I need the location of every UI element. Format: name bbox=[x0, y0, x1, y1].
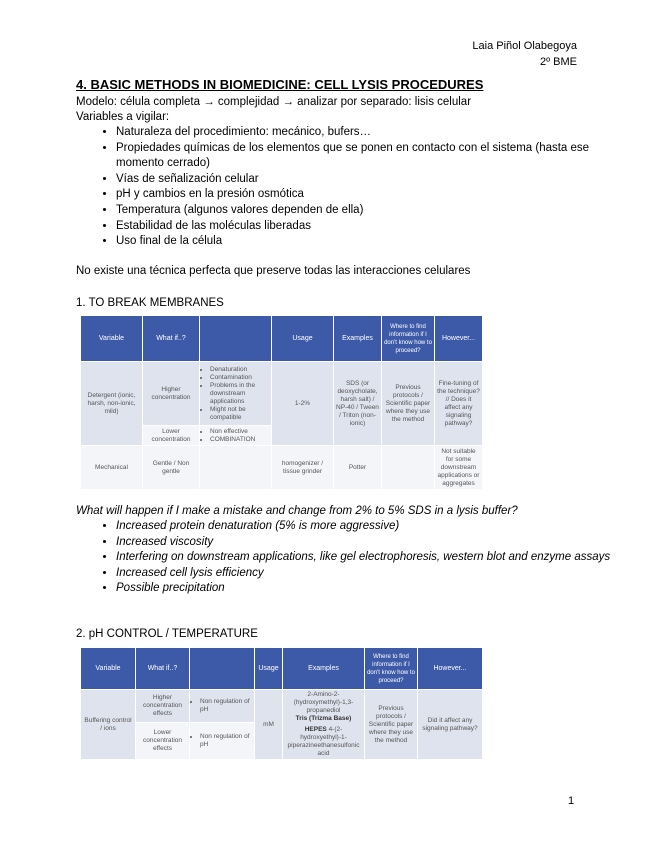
table-cell: Buffering control / ions bbox=[81, 690, 136, 760]
table-row bbox=[81, 690, 483, 723]
table-cell: Higher concentration bbox=[143, 362, 200, 426]
header-cell bbox=[190, 648, 255, 690]
header-cell: However... bbox=[435, 316, 483, 362]
header-cell: Where to find information if I don't know how to proceed? bbox=[365, 648, 418, 690]
example-hepes bbox=[285, 726, 362, 758]
section1-heading: 1. TO BREAK MEMBRANES bbox=[76, 297, 224, 309]
table-cell: Mechanical bbox=[81, 446, 143, 490]
list-item: • Increased viscosity bbox=[116, 535, 636, 551]
list-item: • Interfering on downstream applications, like gel electrophoresis, western blot and enzyme assays bbox=[116, 550, 636, 566]
header-cell: Examples bbox=[283, 648, 365, 690]
table-cell bbox=[190, 690, 255, 723]
example-tris: Tris (Trizma Base) bbox=[295, 715, 352, 722]
intro-note: No existe una técnica perfecta que preserve todas las interacciones celulares bbox=[76, 265, 471, 277]
table-row bbox=[81, 446, 483, 490]
course-label: 2º BME bbox=[539, 56, 577, 68]
table-cell: 1-2% bbox=[272, 362, 334, 446]
table-cell: Previous protocols / Scientific paper where they use the method bbox=[365, 690, 418, 760]
list-item: • Temperatura (algunos valores dependen de ella) bbox=[116, 203, 636, 219]
header-cell bbox=[200, 316, 272, 362]
table-cell: Potter bbox=[334, 446, 382, 490]
table-cell: Detergent (ionic, harsh, non-ionic, mild) bbox=[81, 362, 143, 446]
table-row bbox=[81, 362, 483, 426]
table-cell: Gentle / Non gentle bbox=[143, 446, 200, 490]
table-cell: SDS (or deoxycholate, harsh salt) / NP-40 / Tween / Triton (non-ionic) bbox=[334, 362, 382, 446]
list-item: • Increased protein denaturation (5% is more aggressive) bbox=[116, 519, 636, 535]
list-item: • Estabilidad de las moléculas liberadas bbox=[116, 219, 636, 235]
table-cell: Higher concentration effects bbox=[136, 690, 190, 723]
list-item: • Uso final de la célula bbox=[116, 234, 636, 250]
header-cell: What if..? bbox=[136, 648, 190, 690]
list-item: • Non regulation of pH bbox=[200, 733, 252, 749]
list-item: • Problems in the downstream applications bbox=[210, 382, 269, 406]
list-item: • Might not be compatible bbox=[210, 406, 269, 422]
list-item: • Naturaleza del procedimiento: mecánico, bufers… bbox=[116, 125, 636, 141]
table-cell bbox=[190, 723, 255, 760]
table-cell bbox=[382, 446, 435, 490]
header-cell: Examples bbox=[334, 316, 382, 362]
membranes-table bbox=[80, 315, 483, 490]
variables-list bbox=[76, 125, 636, 250]
table-cell: Previous protocols / Scientific paper where they use the method bbox=[382, 362, 435, 446]
table-cell: Not suitable for some downstream applications or aggregates bbox=[435, 446, 483, 490]
list-item: • Possible precipitation bbox=[116, 581, 636, 597]
header-cell: Usage bbox=[255, 648, 283, 690]
list-item: • Vías de señalización celular bbox=[116, 172, 636, 188]
table-cell bbox=[283, 690, 365, 760]
sds-question: What will happen if I make a mistake and change from 2% to 5% SDS in a lysis buffer? bbox=[76, 505, 518, 517]
list-item: • Denaturation bbox=[210, 366, 269, 374]
page-number: 1 bbox=[568, 795, 575, 807]
table-header-row bbox=[81, 648, 483, 690]
table-cell: Did it affect any signaling pathway? bbox=[418, 690, 483, 760]
intro-modelo: Modelo: célula completa → complejidad → analizar por separado: lisis celular bbox=[76, 96, 472, 108]
table-cell: Lower concentration effects bbox=[136, 723, 190, 760]
table-cell: mM bbox=[255, 690, 283, 760]
example-tris-name: 2-Amino-2-(hydroxymethyl)-1,3-propanediol bbox=[293, 691, 354, 714]
list-item: • Increased cell lysis efficiency bbox=[116, 566, 636, 582]
table-cell bbox=[200, 446, 272, 490]
header-cell: What if..? bbox=[143, 316, 200, 362]
author-name: Laia Piñol Olabegoya bbox=[472, 40, 577, 52]
list-item: • Non effective bbox=[210, 428, 269, 436]
table-cell: Fine-tuning of the technique? // Does it affect any signaling pathway? bbox=[435, 362, 483, 446]
list-item: • Propiedades químicas de los elementos que se ponen en contacto con el sistema (hasta ese momento cerrado) bbox=[116, 141, 636, 172]
header-cell: Where to find information if I don't know how to proceed? bbox=[382, 316, 435, 362]
section2-heading: 2. pH CONTROL / TEMPERATURE bbox=[76, 628, 258, 640]
example-hepes-name: 4-(2-hydroxyethyl)-1-piperazineethanesulfonic acid bbox=[287, 726, 360, 757]
list-item: • Non regulation of pH bbox=[200, 698, 252, 714]
table-cell: Lower concentration bbox=[143, 426, 200, 446]
page-header bbox=[472, 38, 577, 70]
header-cell: However... bbox=[418, 648, 483, 690]
header-cell: Variable bbox=[81, 316, 143, 362]
list-item: • COMBINATION bbox=[210, 436, 269, 444]
example-hepes-label: HEPES bbox=[304, 726, 327, 733]
header-cell: Variable bbox=[81, 648, 136, 690]
answers-list bbox=[76, 519, 636, 597]
intro-variables-label: Variables a vigilar: bbox=[76, 111, 170, 123]
table-cell bbox=[200, 426, 272, 446]
page-title: 4. BASIC METHODS IN BIOMEDICINE: CELL LYSIS PROCEDURES bbox=[76, 77, 484, 92]
list-item: • pH y cambios en la presión osmótica bbox=[116, 187, 636, 203]
list-item: • Contamination bbox=[210, 374, 269, 382]
table-cell bbox=[200, 362, 272, 426]
table-cell: homogenizer / tissue grinder bbox=[272, 446, 334, 490]
table-header-row bbox=[81, 316, 483, 362]
header-cell: Usage bbox=[272, 316, 334, 362]
ph-table bbox=[80, 647, 483, 760]
